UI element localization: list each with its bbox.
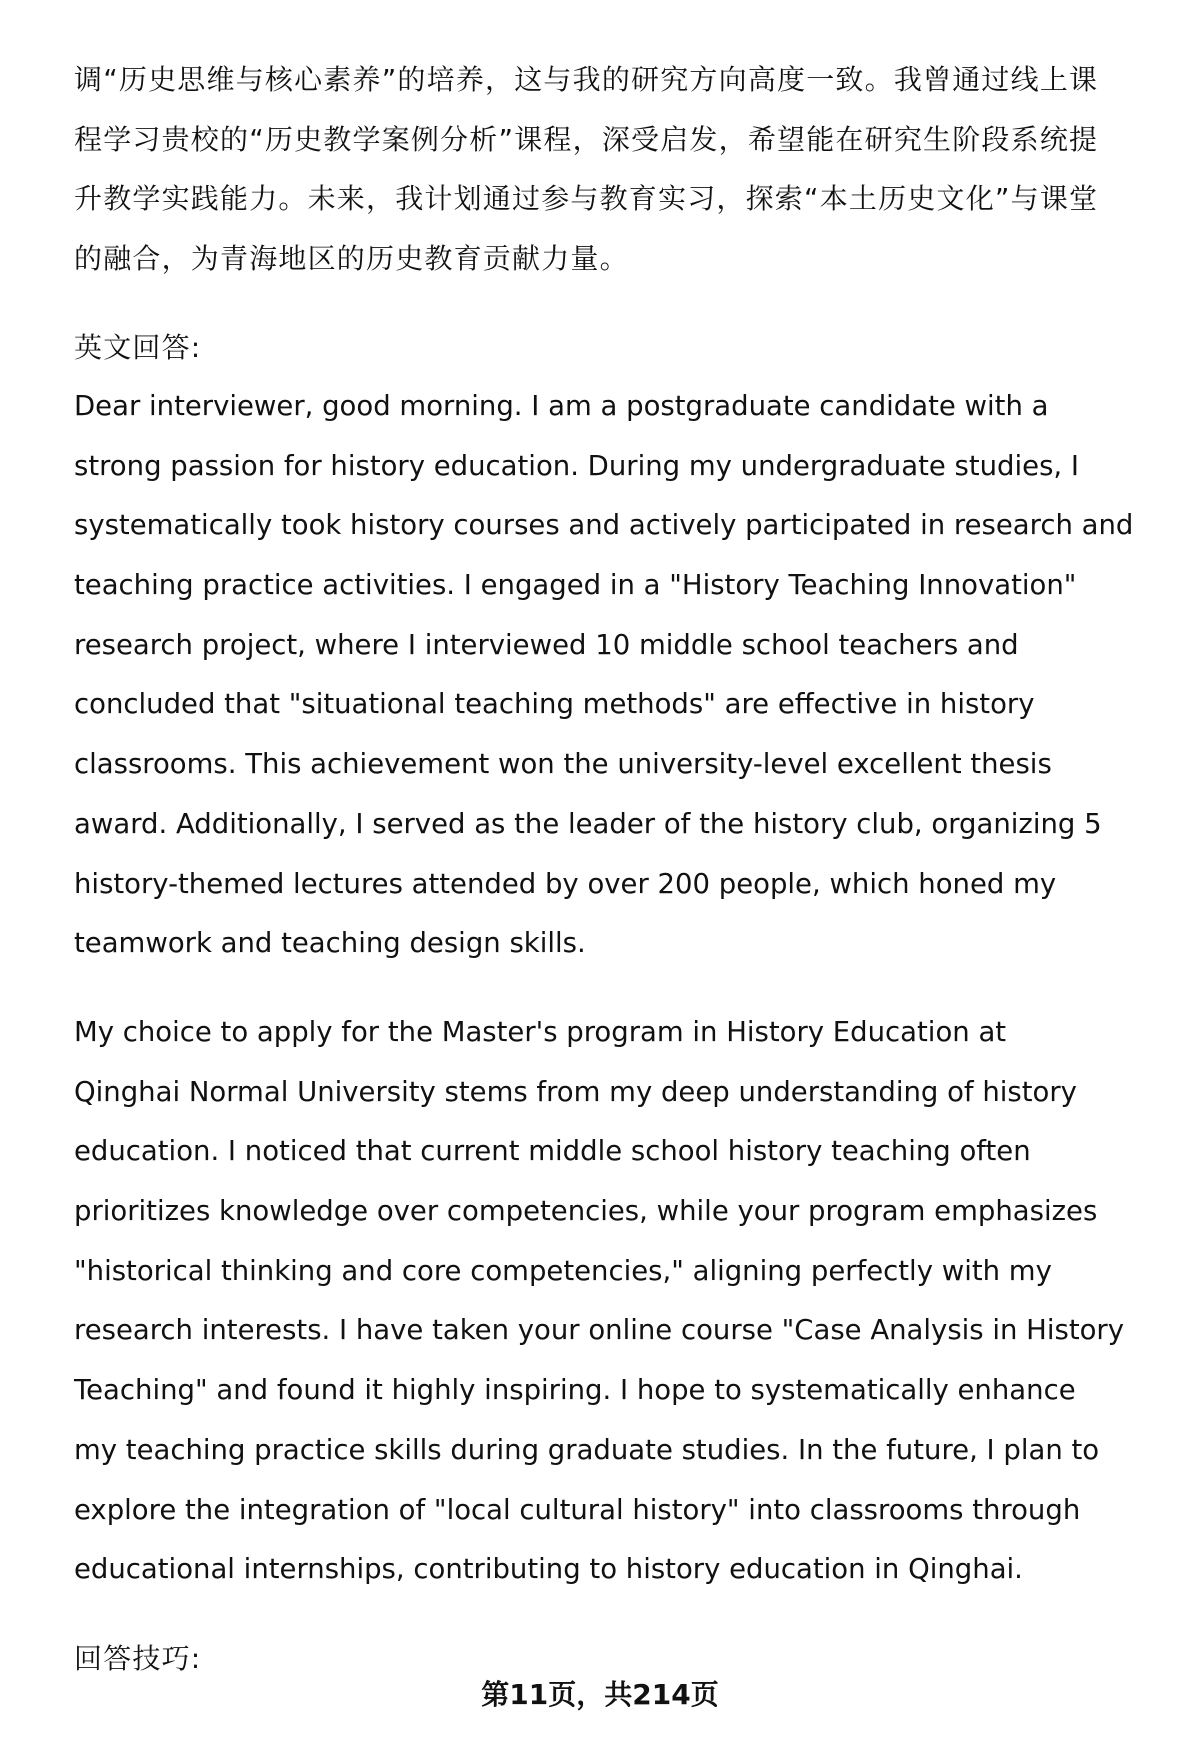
page-number-footer: 第11页，共214页: [481, 1678, 719, 1711]
text-line: educational internships, contributing to history education in Qinghai.: [74, 1553, 1023, 1586]
section-label: 回答技巧:: [74, 1642, 202, 1675]
text-line: 的融合，为青海地区的历史教育贡献力量。: [74, 242, 629, 276]
text-line: "historical thinking and core competencies," aligning perfectly with my: [74, 1254, 1052, 1287]
english-answer-label: [74, 318, 1164, 378]
text-line: prioritizes knowledge over competencies, while your program emphasizes: [74, 1195, 1098, 1228]
text-line: research interests. I have taken your online course "Case Analysis in History: [74, 1314, 1125, 1347]
english-paragraph-2: [74, 1003, 1164, 1600]
text-line: 程学习贵校的“历史教学案例分析”课程，深受启发，希望能在研究生阶段系统提: [74, 122, 1099, 156]
chinese-paragraph: [74, 50, 1164, 289]
text-line: My choice to apply for the Master's program in History Education at: [74, 1016, 1007, 1048]
text-line: classrooms. This achievement won the university-level excellent thesis: [74, 748, 1052, 781]
text-line: 调“历史思维与核心素养”的培养，这与我的研究方向高度一致。我曾通过线上课: [74, 63, 1099, 96]
text-line: award. Additionally, I served as the leader of the history club, organizing 5: [74, 807, 1102, 840]
text-line: education. I noticed that current middle school history teaching often: [74, 1135, 1031, 1168]
section-label: 英文回答:: [74, 331, 202, 364]
text-line: Qinghai Normal University stems from my deep understanding of history: [74, 1075, 1077, 1108]
text-line: strong passion for history education. During my undergraduate studies, I: [74, 449, 1079, 482]
text-line: my teaching practice skills during graduate studies. In the future, I plan to: [74, 1433, 1100, 1466]
text-line: research project, where I interviewed 10 middle school teachers and: [74, 628, 1019, 661]
text-line: explore the integration of "local cultural history" into classrooms through: [74, 1493, 1081, 1526]
text-line: systematically took history courses and actively participated in research and: [74, 509, 1134, 542]
text-line: teaching practice activities. I engaged in a "History Teaching Innovation": [74, 569, 1077, 602]
text-line: 升教学实践能力。未来，我计划通过参与教育实习，探索“本土历史文化”与课堂: [74, 182, 1099, 216]
text-line: concluded that "situational teaching methods" are effective in history: [74, 688, 1035, 721]
text-line: Dear interviewer, good morning. I am a postgraduate candidate with a: [74, 390, 1049, 422]
text-line: history-themed lectures attended by over 200 people, which honed my: [74, 867, 1057, 900]
text-line: teamwork and teaching design skills.: [74, 927, 586, 960]
text-line: Teaching" and found it highly inspiring. I hope to systematically enhance: [74, 1374, 1076, 1407]
english-paragraph-1: [74, 377, 1164, 974]
